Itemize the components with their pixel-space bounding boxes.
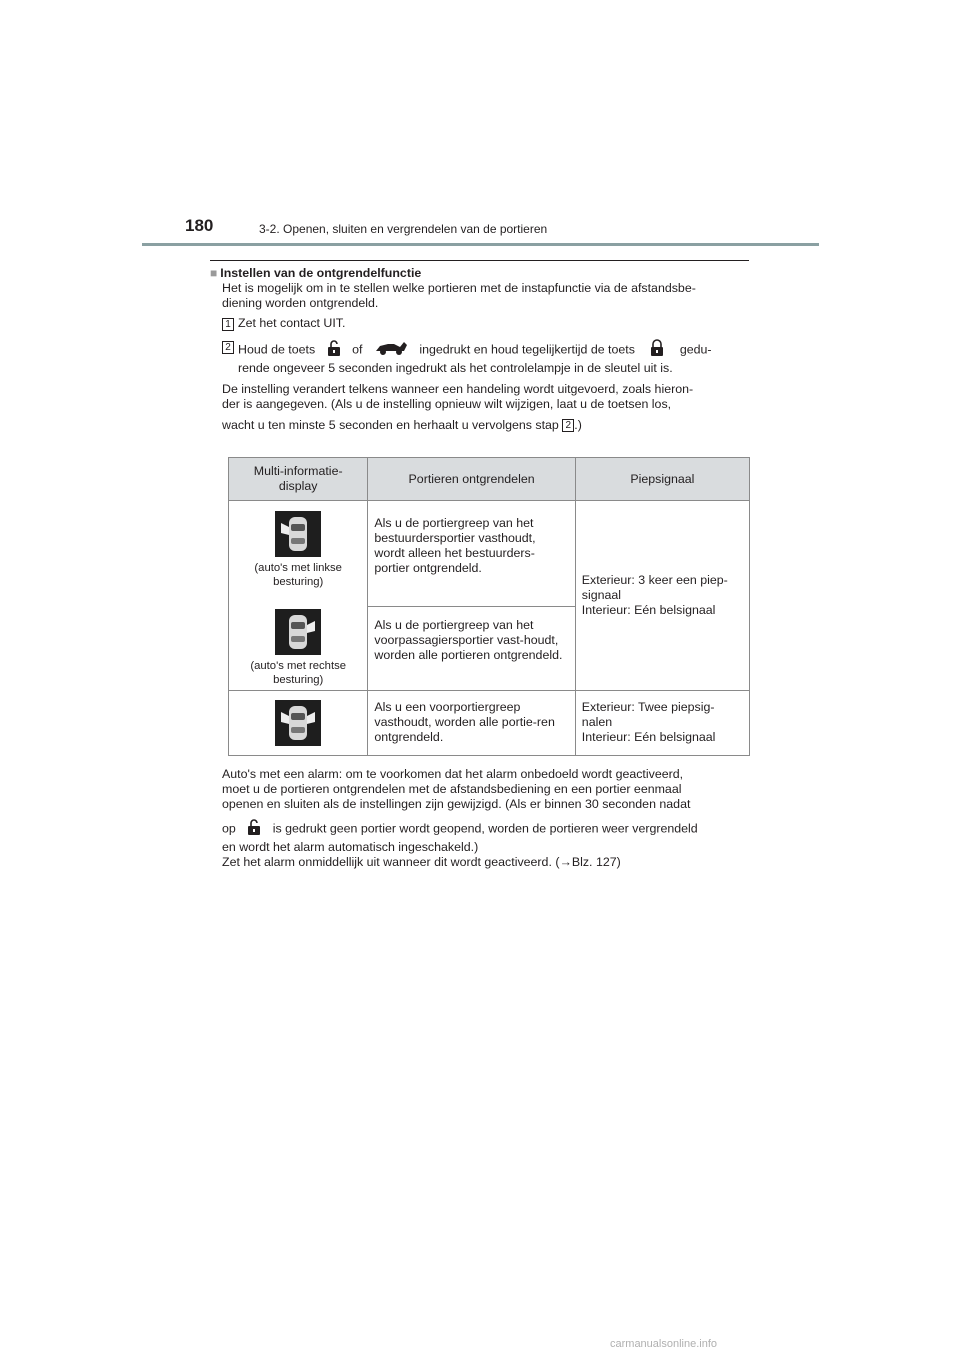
unlock-icon <box>327 339 341 361</box>
table-header: Portieren ontgrendelen <box>368 458 575 501</box>
alarm-paragraph: Auto's met een alarm: om te voorkomen dat het alarm onbedoeld wordt geactiveerd, moet u de portieren ontgrendelen met de afstandsbediening en een portier eenmaal openen en sluiten als de instellingen zijn gewijzigd. (Als er binnen 30 seconden nadat op is gedrukt geen portier wordt geopend, worden de portieren weer vergrendeld en wordt het alarm automatisch ingeschakeld.) Zet het alarm onmiddellijk uit wanneer dit wordt geactiveerd. (→Blz. 127) <box>222 767 698 869</box>
table-row <box>229 501 750 607</box>
step-number: 1 <box>222 318 234 331</box>
section-title: ■ Instellen van de ontgrendelfunctie <box>210 266 422 280</box>
intro-text: Het is mogelijk om in te stellen welke portieren met de instapfunctie via de afstandsbe- diening worden ontgrendeld. <box>222 281 696 310</box>
watermark: carmanualsonline.info <box>610 1338 718 1350</box>
car-door-open-icon <box>275 700 321 746</box>
step-reference: 2 <box>562 419 574 432</box>
unlock-cell: Als u de portiergreep van het voorpassagiersportier vast-houdt, worden alle portieren ontgrendeld. <box>368 607 575 691</box>
header-rule <box>142 243 819 246</box>
step-number: 2 <box>222 341 234 354</box>
table-header: Multi-informatie- display <box>229 458 368 501</box>
unlock-settings-table <box>228 457 750 756</box>
beep-cell: Exterieur: Twee piepsig-nalen Interieur: Eén belsignaal <box>575 691 749 756</box>
unlock-cell: Als u de portiergreep van het bestuurdersportier vasthoudt, wordt alleen het bestuurders-portier ontgrendeld. <box>368 501 575 607</box>
table-header-row <box>229 458 750 501</box>
unlock-icon <box>247 818 261 840</box>
chapter-title: 3-2. Openen, sluiten en vergrendelen van de portieren <box>259 222 548 236</box>
car-door-open-icon <box>275 609 321 655</box>
display-cell <box>229 691 368 756</box>
setting-paragraph: De instelling verandert telkens wanneer een handeling wordt uitgevoerd, zoals hieron- der is aangegeven. (Als u de instelling opnieuw wilt wijzigen, laat u de toetsen los, wacht u ten minste 5 seconden en herhaalt u vervolgens stap 2 .) <box>222 382 694 432</box>
alarm-note <box>210 767 750 870</box>
car-door-open-icon <box>275 511 321 557</box>
table-row <box>229 691 750 756</box>
beep-cell: Exterieur: 3 keer een piep-signaal Interieur: Eén belsignaal <box>575 501 749 691</box>
table-header: Piepsignaal <box>575 458 749 501</box>
lock-icon <box>650 339 664 361</box>
display-cell: (auto's met linkse besturing) (auto's met rechtse besturing) <box>229 501 368 691</box>
page-number: 180 <box>185 216 214 235</box>
step-2: 2 Houd de toets of ingedrukt en houd tegelijkertijd de toets gedu- rende ongeveer 5 seconden ingedrukt als het controlelampje in de sleutel uit is. <box>210 339 750 376</box>
bullet-square-icon: ■ <box>210 266 218 280</box>
main-content <box>210 266 750 433</box>
step-1: 1 Zet het contact UIT. <box>210 316 750 331</box>
section-rule <box>210 260 749 261</box>
unlock-cell: Als u een voorportiergreep vasthoudt, worden alle portie-ren ontgrendeld. <box>368 691 575 756</box>
trunk-open-icon <box>374 339 408 361</box>
